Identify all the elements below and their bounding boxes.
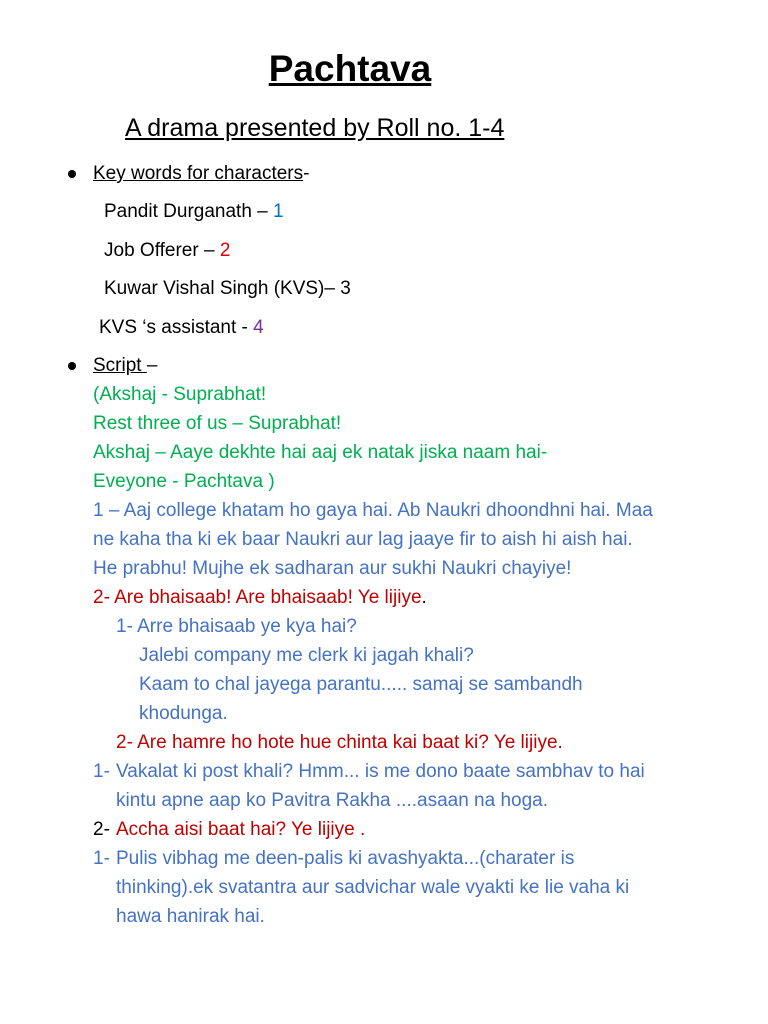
script-line: Akshaj – Aaye dekhte hai aaj ek natak jiska naam hai-	[93, 442, 548, 463]
character-name: Job Offerer –	[104, 240, 220, 261]
character-number: 4	[253, 317, 264, 338]
character-4	[99, 317, 264, 339]
speaker-marker: 1-	[93, 761, 110, 782]
script-line: Kaam to chal jayega parantu..... samaj se sambandh	[139, 674, 583, 695]
script-heading-row	[93, 355, 157, 377]
character-1	[104, 201, 284, 223]
bullet-script	[68, 362, 76, 370]
script-line: 2- Are hamre ho hote hue chinta kai baat ki? Ye lijiye.	[116, 732, 563, 753]
character-3	[104, 278, 351, 300]
character-number: 2	[219, 240, 231, 261]
script-line: thinking).ek svatantra aur sadvichar wale vyakti ke lie vaha ki	[116, 877, 630, 898]
script-line: He prabhu! Mujhe ek sadharan aur sukhi Naukri chayiye!	[93, 558, 572, 579]
script-line: khodunga.	[139, 703, 228, 724]
script-line: Vakalat ki post khali? Hmm... is me dono baate sambhav to hai	[116, 761, 645, 782]
keywords-dash: -	[303, 163, 310, 184]
script-line: Jalebi company me clerk ki jagah khali?	[139, 645, 474, 666]
script-line: (Akshaj - Suprabhat!	[93, 384, 267, 405]
keywords-heading-row	[93, 163, 309, 185]
dialogue-text: 2- Are bhaisaab! Are bhaisaab! Ye lijiye	[93, 587, 422, 608]
script-line: Pulis vibhag me deen-palis ki avashyakta...(charater is	[116, 848, 575, 869]
script-line-mixed	[93, 587, 427, 609]
script-line: Accha aisi baat hai? Ye lijiye .	[116, 819, 366, 840]
script-line: ne kaha tha ki ek baar Naukri aur lag jaaye fir to aish hi aish hai.	[93, 529, 633, 550]
character-number: 1	[273, 201, 284, 222]
character-name: Pandit Durganath –	[104, 201, 274, 222]
script-heading: Script	[93, 355, 147, 376]
page-title: Pachtava	[268, 48, 432, 89]
script-dash: –	[146, 355, 158, 376]
character-name: KVS ‘s assistant -	[99, 317, 254, 338]
script-line: Eveyone - Pachtava )	[93, 471, 275, 492]
speaker-marker: 1-	[93, 848, 110, 869]
script-line: 1 – Aaj college khatam ho gaya hai. Ab Naukri dhoondhni hai. Maa	[93, 500, 653, 521]
character-name: Kuwar Vishal Singh (KVS)– 3	[104, 278, 351, 299]
dialogue-period: .	[421, 587, 427, 608]
speaker-marker: 2-	[93, 819, 110, 840]
bullet-keywords	[68, 170, 76, 178]
script-line: 1- Arre bhaisaab ye kya hai?	[116, 616, 357, 637]
script-line: hawa hanirak hai.	[116, 906, 265, 927]
page-subtitle: A drama presented by Roll no. 1-4	[125, 114, 505, 142]
character-2	[104, 240, 230, 262]
script-line: Rest three of us – Suprabhat!	[93, 413, 342, 434]
script-line: kintu apne aap ko Pavitra Rakha ....asaan na hoga.	[116, 790, 549, 811]
keywords-heading: Key words for characters	[93, 163, 304, 184]
